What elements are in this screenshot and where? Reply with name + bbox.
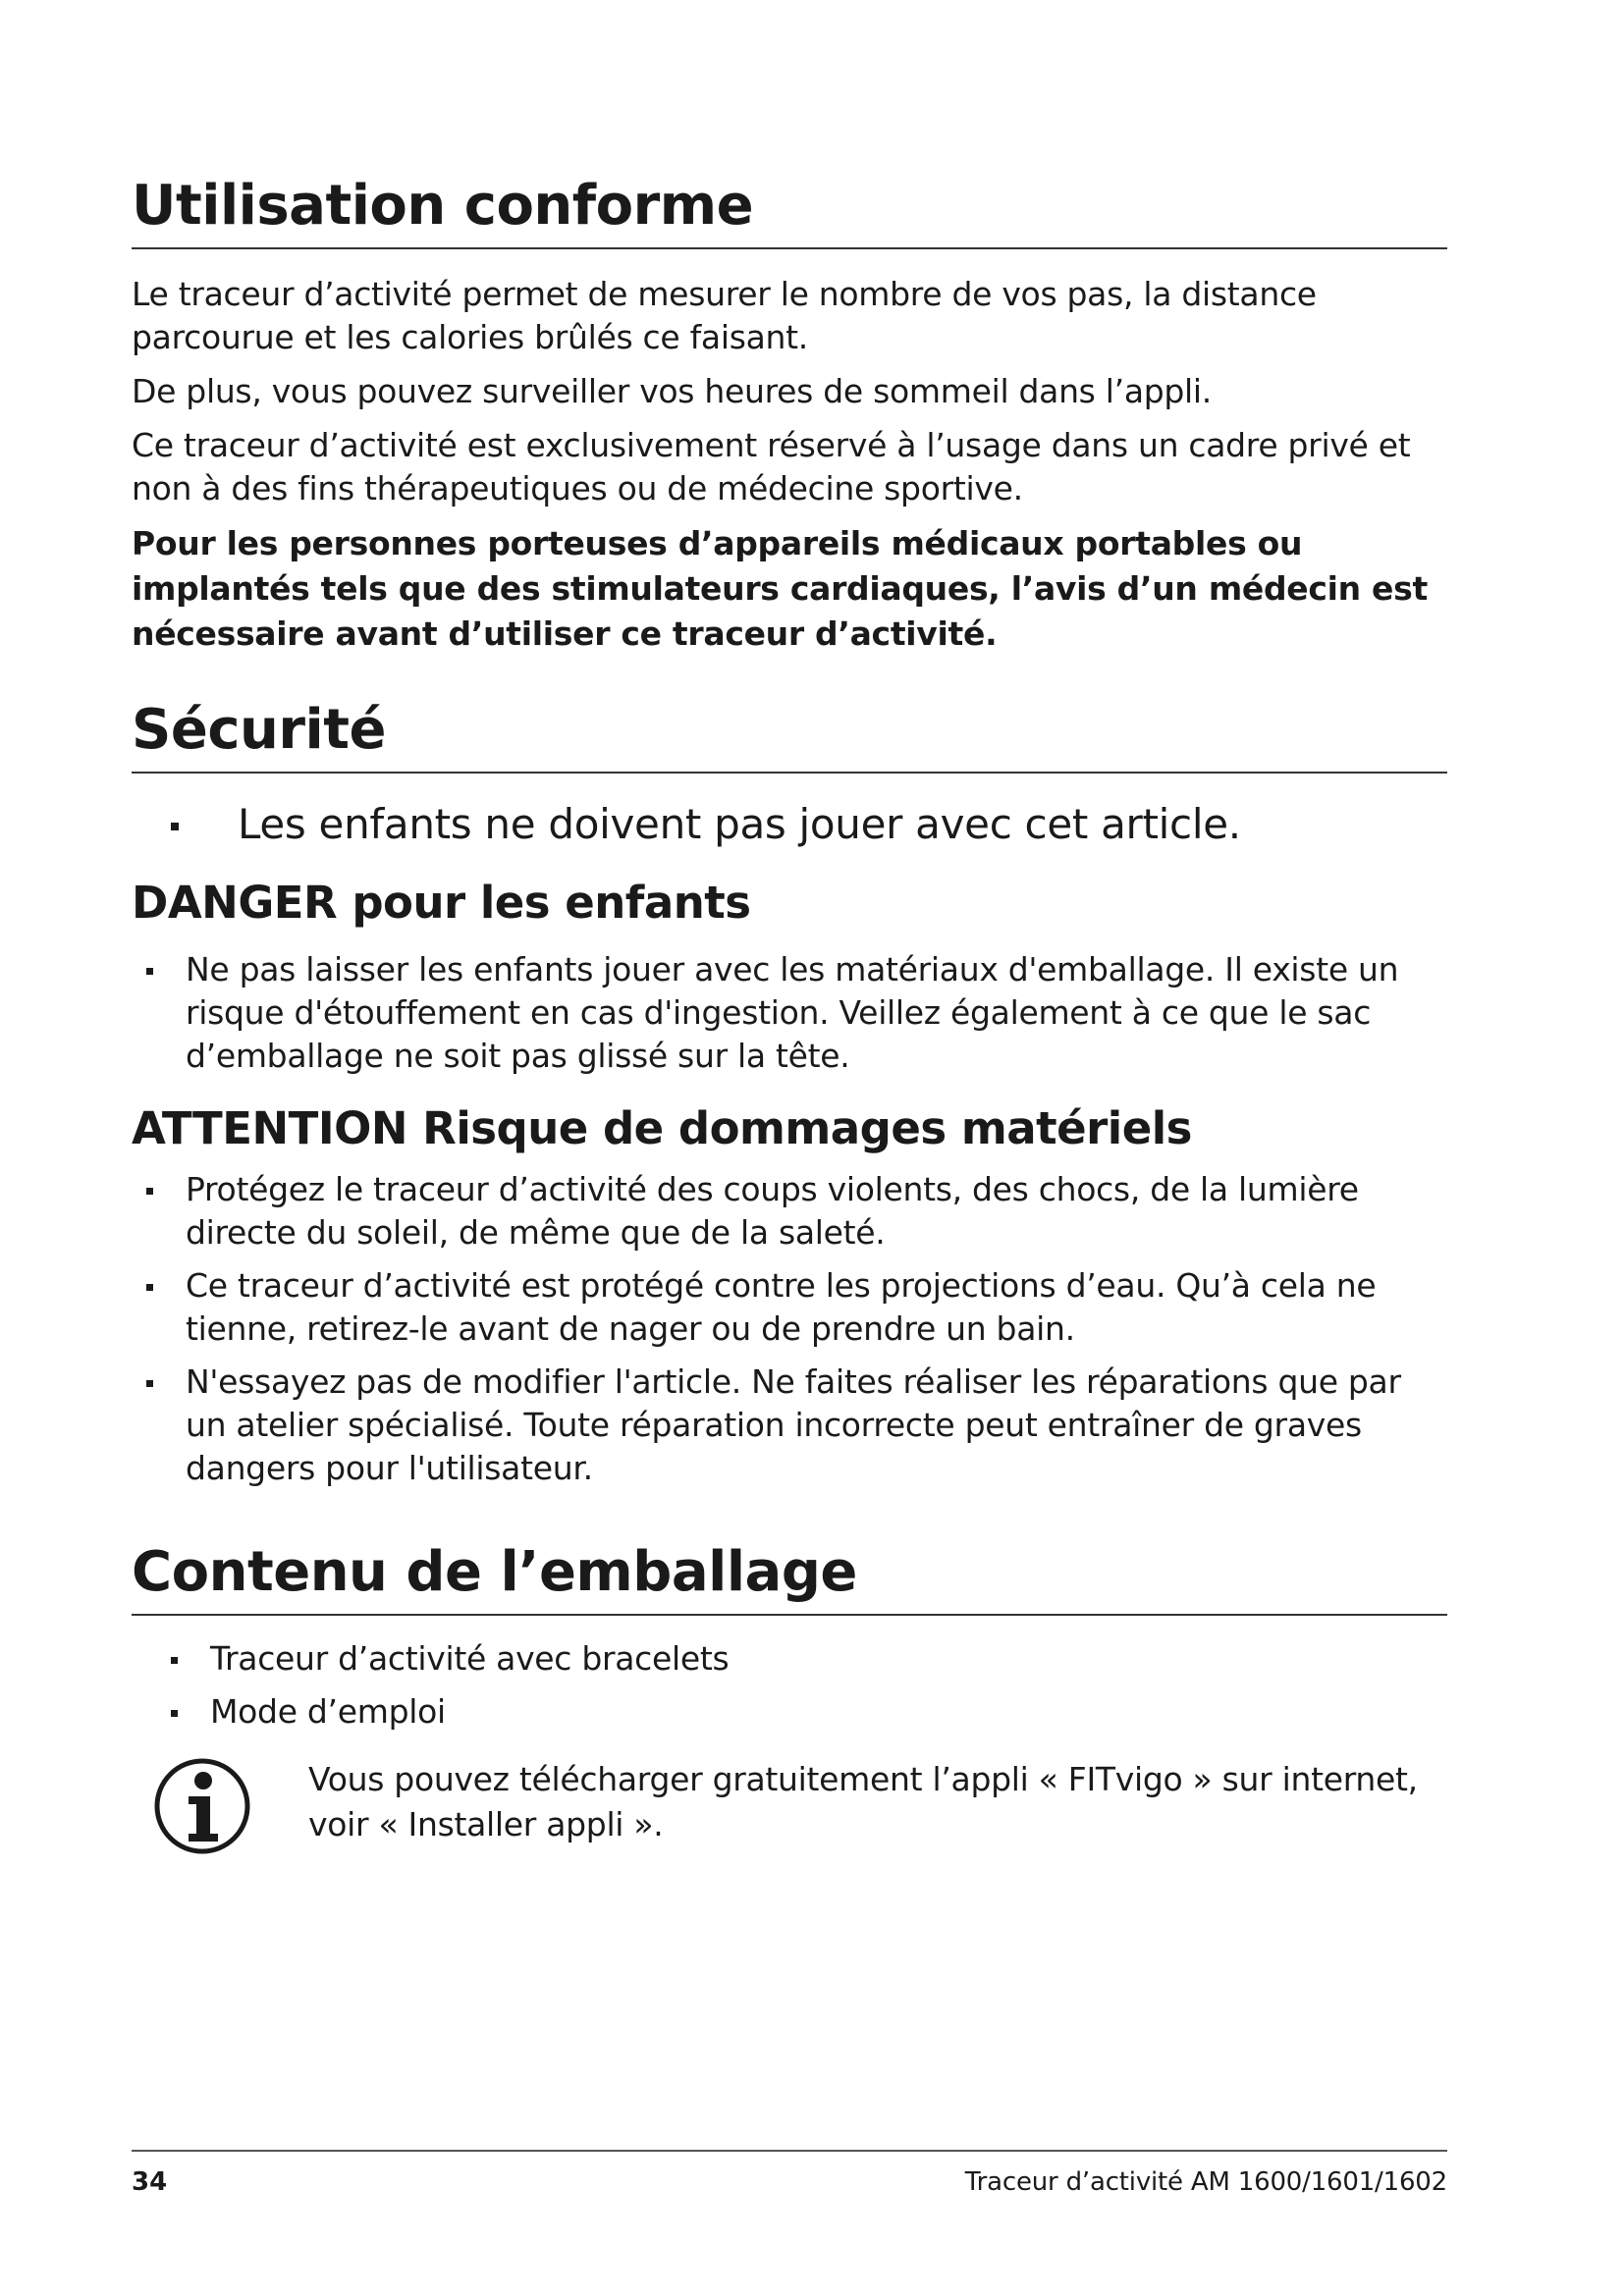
list-item: Protégez le traceur d’activité des coups violents, des chocs, de la lumière directe du soleil, de même que de la saleté. bbox=[146, 1168, 1447, 1255]
safety-main-bullet-text: Les enfants ne doivent pas jouer avec cet article. bbox=[238, 800, 1241, 848]
attention-list bbox=[146, 1168, 1447, 1500]
safety-main-bullet bbox=[171, 797, 1241, 852]
footer-divider bbox=[132, 2150, 1447, 2152]
heading-securite: Sécurité bbox=[132, 699, 1447, 774]
info-icon bbox=[153, 1757, 251, 1855]
package-list bbox=[171, 1637, 1447, 1743]
usage-paragraph-1: Le traceur d’activité permet de mesurer le nombre de vos pas, la distance parcourue et les calories brûlés ce faisant. bbox=[132, 275, 1317, 356]
bullet-icon bbox=[171, 823, 179, 830]
usage-warning-bold: Pour les personnes porteuses d’appareils médicaux portables ou implantés tels que des stimulateurs cardiaques, l’avis d’un médecin est nécessaire avant d’utiliser ce traceur d’activité. bbox=[132, 524, 1428, 653]
footer-product-name: Traceur d’activité AM 1600/1601/1602 bbox=[964, 2167, 1447, 2197]
list-item: Ce traceur d’activité est protégé contre les projections d’eau. Qu’à cela ne tienne, retirez-le avant de nager ou de prendre un bain. bbox=[146, 1264, 1447, 1351]
list-item: Ne pas laisser les enfants jouer avec les matériaux d'emballage. Il existe un risque d'étouffement en cas d'ingestion. Veillez également à ce que le sac d’emballage ne soit pas glissé sur la tête. bbox=[146, 948, 1447, 1078]
usage-body bbox=[132, 273, 1447, 667]
heading-attention-dommages: ATTENTION Risque de dommages matériels bbox=[132, 1102, 1192, 1154]
heading-danger-enfants: DANGER pour les enfants bbox=[132, 877, 751, 929]
info-text: Vous pouvez télécharger gratuitement l’appli « FITvigo » sur internet, voir « Installer appli ». bbox=[308, 1760, 1418, 1843]
heading-utilisation-conforme: Utilisation conforme bbox=[132, 175, 1447, 249]
usage-paragraph-3: Ce traceur d’activité est exclusivement réservé à l’usage dans un cadre privé et non à des fins thérapeutiques ou de médecine sportive. bbox=[132, 426, 1411, 507]
danger-list bbox=[146, 948, 1447, 1088]
info-note bbox=[153, 1757, 1447, 1855]
list-item: N'essayez pas de modifier l'article. Ne faites réaliser les réparations que par un atelier spécialisé. Toute réparation incorrecte peut entraîner de graves dangers pour l'utilisateur. bbox=[146, 1361, 1447, 1490]
page-number: 34 bbox=[132, 2167, 168, 2197]
list-item: Traceur d’activité avec bracelets bbox=[171, 1637, 1447, 1681]
list-item: Mode d’emploi bbox=[171, 1690, 1447, 1734]
usage-paragraph-2: De plus, vous pouvez surveiller vos heures de sommeil dans l’appli. bbox=[132, 372, 1212, 410]
heading-contenu-emballage: Contenu de l’emballage bbox=[132, 1541, 1447, 1616]
